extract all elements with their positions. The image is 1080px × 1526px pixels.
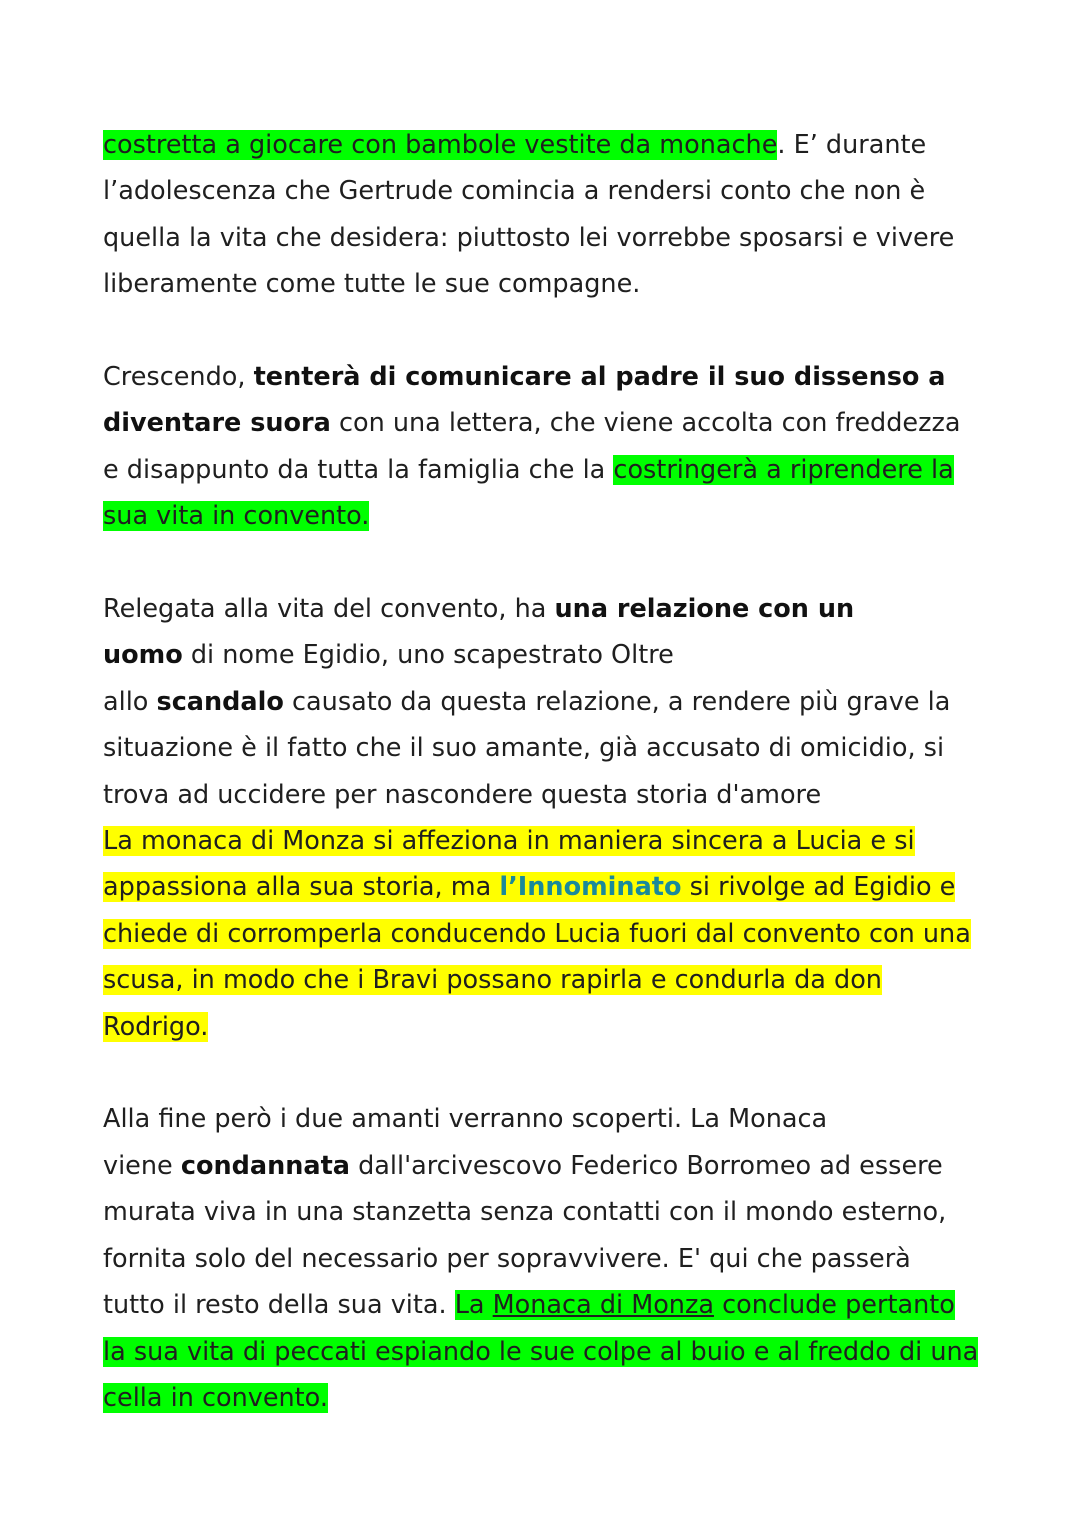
text-run: appassiona alla sua storia, ma [103,872,500,903]
text-run: si rivolge ad Egidio e [681,872,956,903]
p1-line-1 [103,122,1003,168]
text-run: viene [103,1150,181,1181]
yellow-highlight: scusa, in modo che i Bravi possano rapirla e condurla da don [103,965,882,996]
character-name: l’Innominato [499,872,682,903]
p4-line-5 [103,1282,1003,1328]
yellow-highlight [103,872,955,902]
yellow-highlight: chiede di corromperla conducendo Lucia fuori dal convento con una [103,918,971,949]
p2-line-1 [103,354,1003,400]
paragraph-3 [103,586,1003,1050]
document-page [103,122,1003,1468]
text-run: Relegata alla vita del convento, ha [103,594,555,625]
text-run: e disappunto da tutta la famiglia che la [103,454,614,485]
text-run: allo [103,686,157,717]
p3-line-3 [103,679,1003,725]
p3-line-6 [103,818,1003,864]
text-run: La [454,1290,493,1321]
p1-line-3: quella la vita che desidera: piuttosto lei vorrebbe sposarsi e vivere [103,222,955,253]
p3-line-2 [103,632,1003,678]
bold-text: scandalo [156,686,284,717]
yellow-highlight: Rodrigo. [103,1011,209,1042]
paragraph-4 [103,1096,1003,1421]
p2-line-3 [103,447,1003,493]
text-run: Crescendo, [103,362,254,393]
bold-text: condannata [180,1150,350,1181]
p1-line-2: l’adolescenza che Gertrude comincia a rendersi conto che non è [103,176,926,207]
p3-line-10 [103,1004,1003,1050]
text-run: di nome Egidio, uno scapestrato Oltre [182,640,674,671]
text-run: conclude pertanto [713,1290,955,1321]
text-run: con una lettera, che viene accolta con freddezza [330,408,961,439]
bold-text: diventare suora [103,408,331,439]
p4-line-1: Alla fine però i due amanti verranno scoperti. La Monaca [103,1104,828,1135]
p4-line-2 [103,1143,1003,1189]
p3-line-1 [103,586,1003,632]
p3-line-5: trova ad uccidere per nascondere questa storia d'amore [103,779,822,810]
green-highlight [455,1290,955,1320]
text-run: tutto il resto della sua vita. [103,1290,455,1321]
green-highlight: costretta a giocare con bambole vestite da monache [103,130,778,160]
text-run: dall'arcivescovo Federico Borromeo ad essere [350,1150,943,1181]
p4-line-7 [103,1375,1003,1421]
p4-line-6 [103,1329,1003,1375]
p4-line-4: fornita solo del necessario per sopravvivere. E' qui che passerà [103,1243,911,1274]
bold-text: tenterà di comunicare al padre il suo dissenso a [253,362,946,393]
p2-line-4 [103,493,1003,539]
bold-text: una relazione con un [554,594,855,625]
text-run: causato da questa relazione, a rendere più grave la [283,686,951,717]
green-highlight: cella in convento. [103,1382,328,1413]
p3-line-9 [103,957,1003,1003]
p1-line-4: liberamente come tutte le sue compagne. [103,269,641,300]
paragraph-1 [103,122,1003,308]
bold-text: uomo [103,640,183,671]
p2-line-2 [103,400,1003,446]
p3-line-4: situazione è il fatto che il suo amante, già accusato di omicidio, si [103,733,945,764]
green-highlight: sua vita in convento. [103,501,370,532]
p3-line-7 [103,864,1003,910]
text-run: . E’ durante [777,130,927,160]
yellow-highlight: La monaca di Monza si affeziona in maniera sincera a Lucia e si [103,826,915,857]
underlined-text: Monaca di Monza [492,1290,714,1321]
green-highlight: costringerà a riprendere la [613,454,954,485]
green-highlight: la sua vita di peccati espiando le sue colpe al buio e al freddo di una [103,1336,979,1367]
p4-line-3: murata viva in una stanzetta senza contatti con il mondo esterno, [103,1197,947,1228]
paragraph-2 [103,354,1003,540]
p3-line-8 [103,911,1003,957]
